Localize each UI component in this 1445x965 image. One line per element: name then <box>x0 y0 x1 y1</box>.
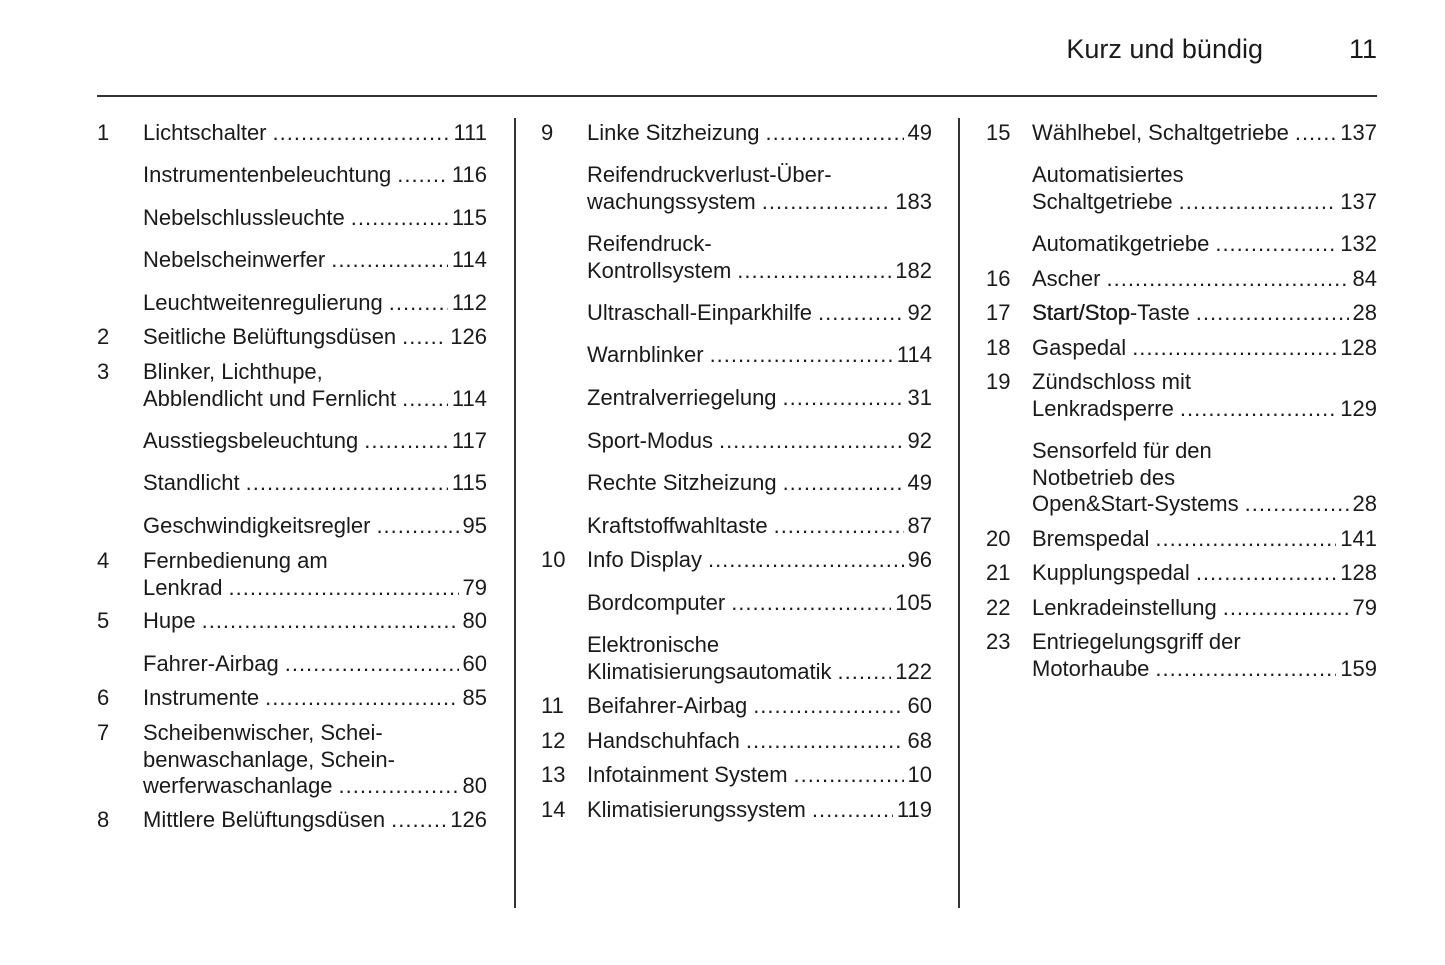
entry-number: 3 <box>97 359 110 384</box>
entry-label: Bordcomputer <box>587 590 726 615</box>
entry-page-ref: 182 <box>895 257 932 283</box>
entry-page-ref: 92 <box>907 428 932 453</box>
entry-page-ref: 115 <box>451 470 487 495</box>
entry-number: 22 <box>986 595 1011 620</box>
entry-label-line: Zündschloss mit <box>1032 369 1191 394</box>
dot-leader <box>370 513 458 540</box>
entry-label: Kontrollsystem <box>587 257 732 283</box>
entry-label: Nebelschlussleuchte <box>143 205 345 230</box>
entry-page-ref: 115 <box>451 205 487 230</box>
entry-page-ref: 128 <box>1340 560 1377 585</box>
entry-label: wachungssystem <box>587 188 756 214</box>
entry-label: Zentralverriegelung <box>587 385 777 410</box>
dot-leader <box>325 247 448 274</box>
entry-label: Rechte Sitzheizung <box>587 470 777 495</box>
entry-label: Standlicht <box>143 470 240 495</box>
entry-number: 7 <box>97 720 110 745</box>
entry-page-ref: 84 <box>1352 266 1377 291</box>
dot-leader <box>702 547 904 574</box>
entry-label: Mittlere Belüftungsdüsen <box>143 807 386 832</box>
entry-number: 10 <box>541 547 566 572</box>
entry-label-line: Elektronische <box>587 632 720 657</box>
entry-page-ref: 49 <box>907 470 932 495</box>
dot-leader <box>1289 120 1336 147</box>
entry-label: Instrumente <box>143 685 260 710</box>
entry-page-ref: 159 <box>1340 655 1377 681</box>
entry-number: 18 <box>986 335 1011 360</box>
dot-leader <box>1149 526 1336 553</box>
dot-leader <box>740 728 904 755</box>
entry-number: 20 <box>986 526 1011 551</box>
header-divider <box>97 95 1377 97</box>
dot-leader <box>396 324 446 351</box>
entry-page-ref: 126 <box>450 807 487 832</box>
entry-number: 11 <box>541 693 564 718</box>
dot-leader <box>1149 656 1336 683</box>
entry-page-ref: 128 <box>1340 335 1377 360</box>
dot-leader <box>759 120 903 147</box>
entry-label-line: Reifendruck- <box>587 231 712 256</box>
entry-label-line: benwaschanlage, Schein- <box>143 746 395 772</box>
running-head-title: Kurz und bündig <box>1066 34 1263 64</box>
entry-label: werferwaschanlage <box>143 773 333 798</box>
entry-page-ref: 141 <box>1340 526 1377 551</box>
dot-leader <box>1217 595 1349 622</box>
dot-leader <box>391 162 448 189</box>
entry-page-ref: 105 <box>895 590 932 615</box>
entry-label: Schaltgetriebe <box>1032 188 1173 214</box>
dot-leader <box>812 300 904 327</box>
entry-page-ref: 92 <box>907 300 932 325</box>
entry-label: Fahrer-Airbag <box>143 651 279 676</box>
entry-number: 16 <box>986 266 1011 291</box>
entry-page-ref: 114 <box>451 385 487 411</box>
entry-page-ref: 117 <box>451 428 487 453</box>
entry-page-ref: 129 <box>1340 395 1377 421</box>
entry-label: Info Display <box>587 547 702 572</box>
dot-leader <box>383 290 448 317</box>
entry-label: Beifahrer-Airbag <box>587 693 748 718</box>
entry-number: 4 <box>97 548 110 573</box>
entry-page-ref: 79 <box>462 574 487 600</box>
entry-label: Kraftstoffwahltaste <box>587 513 768 538</box>
entry-label: Open&Start-Systems <box>1032 491 1239 516</box>
dot-leader <box>240 470 448 497</box>
entry-page-ref: 183 <box>895 188 932 214</box>
entry-label: Bremspedal <box>1032 526 1150 551</box>
entry-page-ref: 28 <box>1352 300 1377 325</box>
entry-label-line: Scheibenwischer, Schei- <box>143 720 383 745</box>
entry-label: Start/Stop-Taste <box>1032 300 1190 325</box>
dot-leader <box>725 590 891 617</box>
entry-label: Ultraschall-Einparkhilfe <box>587 300 812 325</box>
dot-leader <box>1100 266 1348 293</box>
entry-label: Kupplungspedal <box>1032 560 1190 585</box>
dot-leader <box>704 342 893 369</box>
dot-leader <box>768 513 904 540</box>
entry-number: 2 <box>97 324 110 349</box>
dot-leader <box>267 120 450 147</box>
entry-label: Gaspedal <box>1032 335 1127 360</box>
entry-number: 14 <box>541 797 566 822</box>
entry-label: Lichtschalter <box>143 120 267 145</box>
entry-label: Handschuhfach <box>587 728 740 753</box>
entry-label-line: Reifendruckverlust-Über- <box>587 162 832 187</box>
dot-leader <box>1209 231 1336 258</box>
entry-number: 15 <box>986 120 1011 145</box>
column-divider-1 <box>514 118 516 908</box>
entry-label: Wählhebel, Schaltgetriebe <box>1032 120 1289 145</box>
entry-label-line: Notbetrieb des <box>1032 464 1176 490</box>
dot-leader <box>259 685 458 712</box>
dot-leader <box>1190 300 1349 327</box>
entry-number: 12 <box>541 728 566 753</box>
entry-page-ref: 85 <box>462 685 487 710</box>
entry-label: Klimatisierungsautomatik <box>587 658 832 684</box>
entry-label: Lenkrad <box>143 574 223 600</box>
entry-number: 21 <box>986 560 1011 585</box>
column-divider-2 <box>958 118 960 908</box>
entry-label: Nebelscheinwerfer <box>143 247 326 272</box>
dot-leader <box>333 773 459 800</box>
entry-page-ref: 119 <box>896 797 932 822</box>
entry-label: Ausstiegsbeleuchtung <box>143 428 359 453</box>
entry-page-ref: 80 <box>462 773 487 798</box>
dot-leader <box>747 693 903 720</box>
entry-page-ref: 96 <box>907 547 932 572</box>
entry-number: 8 <box>97 807 110 832</box>
entry-number: 13 <box>541 762 566 787</box>
entry-page-ref: 49 <box>907 120 932 145</box>
entry-label-line: Blinker, Lichthupe, <box>143 359 323 384</box>
entry-page-ref: 116 <box>451 162 487 187</box>
dot-leader <box>806 797 893 824</box>
entry-page-ref: 122 <box>895 658 932 684</box>
dot-leader <box>1174 396 1336 423</box>
entry-label: Instrumentenbeleuchtung <box>143 162 392 187</box>
dot-leader <box>777 385 904 412</box>
entry-label: Lenkradeinstellung <box>1032 595 1217 620</box>
entry-label: Leuchtweitenregulierung <box>143 290 383 315</box>
entry-label: Lenkradsperre <box>1032 395 1174 421</box>
entry-page-ref: 79 <box>1352 595 1377 620</box>
entry-label-line: Entriegelungsgriff der <box>1032 629 1241 654</box>
entry-number: 6 <box>97 685 110 710</box>
entry-number: 5 <box>97 608 110 633</box>
entry-label-line: Fernbedienung am <box>143 548 328 573</box>
entry-page-ref: 137 <box>1340 120 1377 145</box>
entry-page-ref: 111 <box>453 120 487 145</box>
dot-leader <box>788 762 904 789</box>
entry-page-ref: 60 <box>462 651 487 676</box>
entry-page-ref: 68 <box>907 728 932 753</box>
dot-leader <box>777 470 904 497</box>
dot-leader <box>1239 491 1349 518</box>
entry-number: 1 <box>97 120 110 145</box>
entry-page-ref: 114 <box>896 342 932 367</box>
entry-label: Motorhaube <box>1032 655 1150 681</box>
dot-leader <box>1190 560 1336 587</box>
dot-leader <box>713 428 904 455</box>
entry-label: Seitliche Belüftungsdüsen <box>143 324 397 349</box>
entry-page-ref: 126 <box>450 324 487 349</box>
entry-number: 9 <box>541 120 554 145</box>
entry-label: Klimatisierungssystem <box>587 797 806 822</box>
dot-leader <box>196 608 459 635</box>
entry-page-ref: 31 <box>907 385 932 410</box>
entry-label: Ascher <box>1032 266 1101 291</box>
entry-page-ref: 114 <box>451 247 487 272</box>
dot-leader <box>279 651 459 678</box>
entry-page-ref: 112 <box>451 290 487 315</box>
entry-page-ref: 60 <box>907 693 932 718</box>
dot-leader <box>396 386 448 413</box>
entry-page-ref: 95 <box>462 513 487 538</box>
dot-leader <box>1173 189 1337 216</box>
entry-label: Infotainment System <box>587 762 788 787</box>
entry-label: Automatikgetriebe <box>1032 231 1210 256</box>
entry-page-ref: 132 <box>1340 231 1377 256</box>
dot-leader <box>731 258 891 285</box>
dot-leader <box>832 659 892 686</box>
page-number: 11 <box>1348 34 1377 64</box>
entry-label-line: Sensorfeld für den <box>1032 438 1212 463</box>
dot-leader <box>1126 335 1336 362</box>
entry-label: Sport-Modus <box>587 428 713 453</box>
entry-label: Abblendlicht und Fernlicht <box>143 385 397 411</box>
dot-leader <box>358 428 448 455</box>
entry-page-ref: 10 <box>907 762 932 787</box>
entry-page-ref: 28 <box>1352 491 1377 516</box>
entry-label-line: Automatisiertes <box>1032 162 1184 187</box>
entry-number: 23 <box>986 629 1011 654</box>
entry-label: Linke Sitzheizung <box>587 120 760 145</box>
entry-page-ref: 137 <box>1340 188 1377 214</box>
entry-label: Hupe <box>143 608 196 633</box>
dot-leader <box>756 189 892 216</box>
dot-leader <box>345 205 448 232</box>
entry-label: Warnblinker <box>587 342 704 367</box>
dot-leader <box>223 575 459 602</box>
entry-label: Geschwindigkeitsregler <box>143 513 371 538</box>
dot-leader <box>385 807 446 834</box>
entry-number: 17 <box>986 300 1011 325</box>
entry-page-ref: 87 <box>907 513 932 538</box>
entry-page-ref: 80 <box>462 608 487 633</box>
entry-number: 19 <box>986 369 1011 394</box>
